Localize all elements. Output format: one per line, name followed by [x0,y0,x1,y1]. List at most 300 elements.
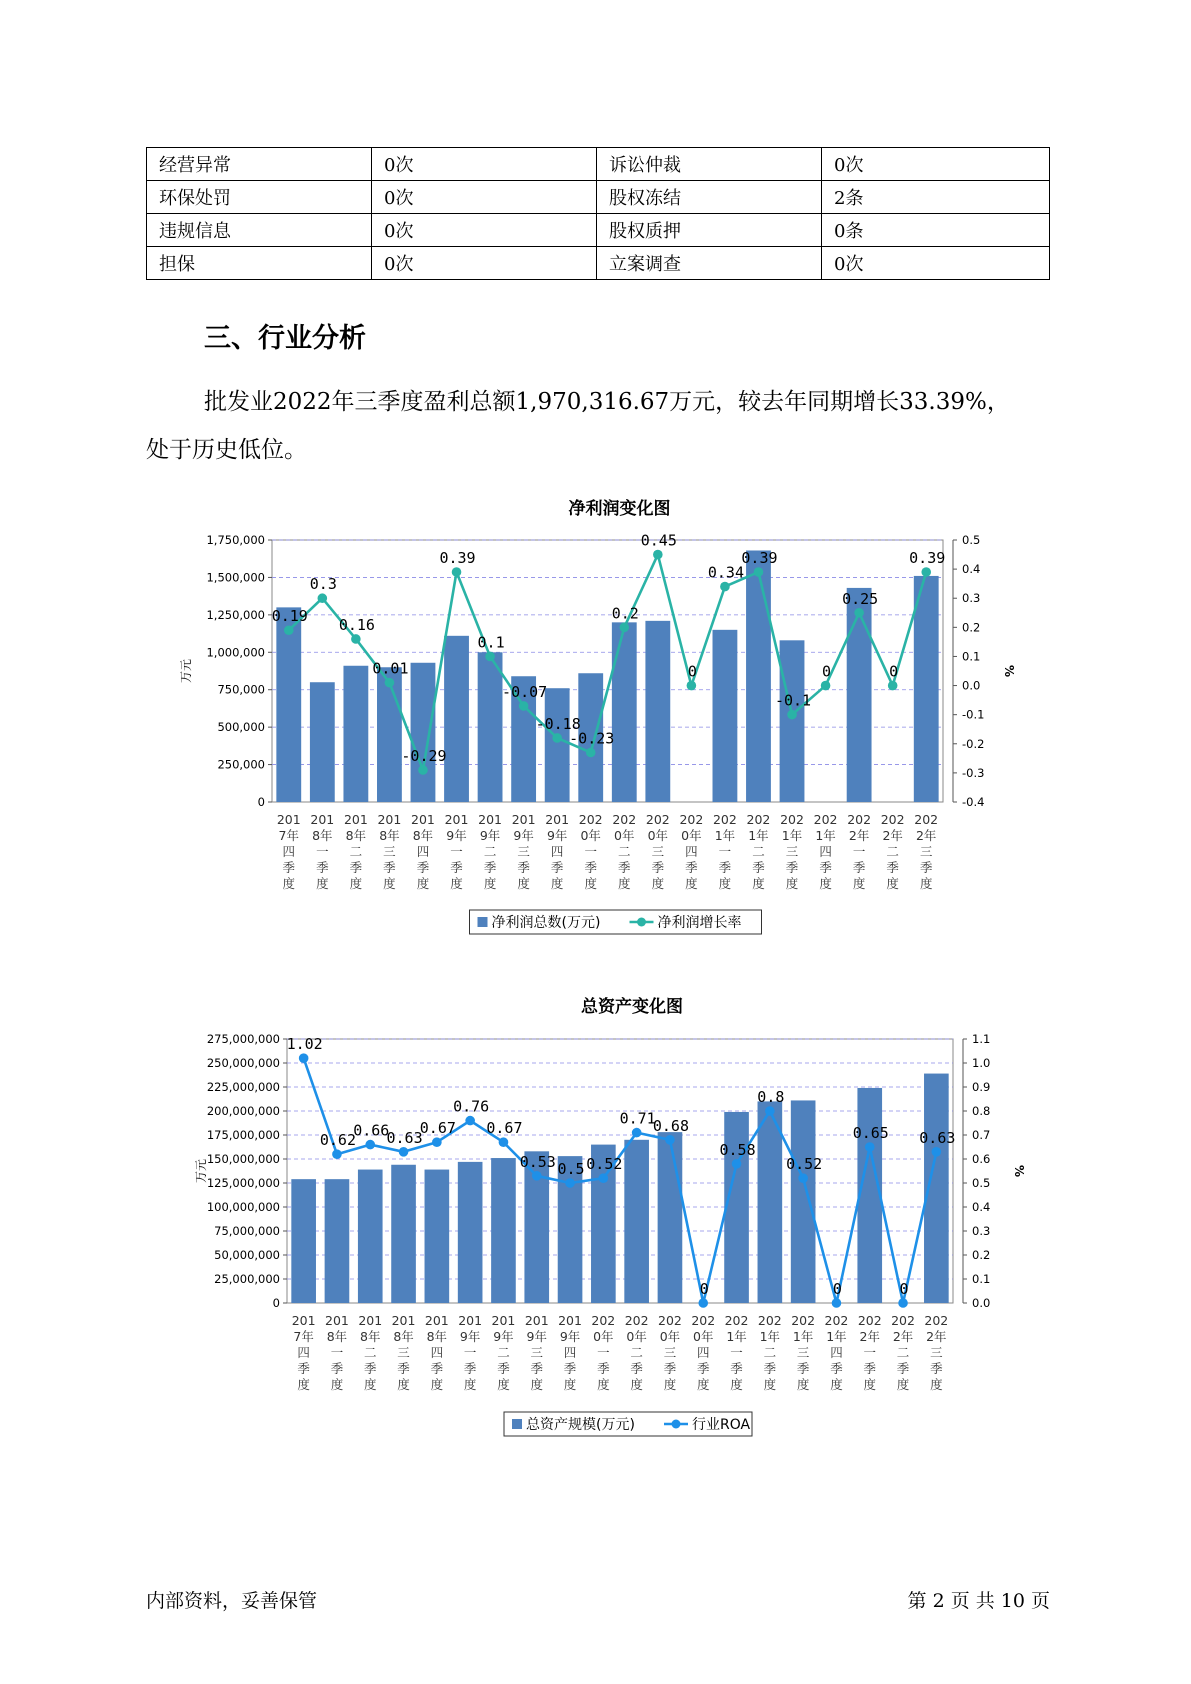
x-tick-label [277,812,301,891]
risk-table-row [147,247,1050,280]
x-tick-label [310,812,334,891]
bar [425,1170,450,1303]
x-tick-label-line: 二 [483,844,497,859]
line-point [932,1147,942,1157]
x-tick-label [780,812,804,891]
x-tick-label [458,1313,482,1392]
bar [791,1100,816,1303]
x-tick-label [525,1313,549,1392]
x-tick-label-line: 201 [276,812,301,827]
x-tick-label-line: 季 [584,860,597,875]
x-tick-label-line: 一 [316,844,329,859]
x-tick-label [445,812,469,891]
legend-bar-label: 总资产规模(万元) [526,1417,635,1433]
bar [857,1088,882,1303]
x-tick-label-line: 202 [578,812,603,827]
x-tick-label-line: 季 [416,860,430,875]
x-tick-label-line: 三 [919,844,933,859]
x-tick-label-line: 9年 [513,828,534,843]
x-tick-label-line: 季 [497,1361,510,1376]
x-tick-label-line: 201 [411,812,435,827]
line-point [720,582,730,592]
x-tick-label-line: 四 [563,1345,577,1360]
x-tick-label-line: 季 [752,860,765,875]
bar [444,636,469,802]
line-point [432,1137,442,1147]
y2-tick-label: 0.3 [972,1224,991,1238]
point-data-label: 0.39 [439,549,476,568]
point-data-label: 0.25 [842,589,879,608]
bar [612,622,637,802]
x-tick-label-line: 2年 [859,1329,880,1344]
x-tick-label-line: 202 [914,812,939,827]
x-tick-label-line: 季 [618,860,631,875]
x-tick-label-line: 1年 [726,1329,747,1344]
x-tick-label [891,1313,915,1392]
x-tick-label-line: 二 [763,1345,777,1360]
total-assets-chart [0,988,1191,1448]
point-data-label: 0.01 [372,659,409,678]
line-point [418,765,428,775]
bar [545,688,570,802]
x-tick-label-line: 季 [863,1361,877,1376]
line-point [754,567,764,577]
y-tick-label: 500,000 [217,720,265,735]
x-tick-label-line: 0年 [647,828,669,843]
bar [391,1165,416,1303]
bar [310,682,335,802]
x-tick-label-line: 度 [563,1377,577,1392]
risk-item-value: 0次 [372,148,597,181]
x-tick-label-line: 2年 [926,1329,947,1344]
x-tick-label-line: 202 [691,1313,716,1328]
line-point [854,608,864,618]
line-point [365,1140,375,1150]
x-tick-label [625,1313,649,1392]
x-tick-label-line: 202 [612,812,637,827]
x-tick-label-line: 7年 [278,828,300,843]
x-tick-label [325,1313,349,1392]
bar [847,588,872,802]
x-tick-label [881,812,905,891]
total-assets-chart-svg [0,988,1191,1448]
x-tick-label-line: 季 [796,1361,810,1376]
x-tick-label-line: 二 [349,844,363,859]
line-point [832,1298,842,1308]
point-data-label: 0.53 [519,1152,556,1171]
bar [291,1179,316,1303]
x-tick-label-line: 季 [763,1361,777,1376]
line-point [485,652,495,662]
x-tick-label-line: 季 [930,1361,943,1376]
x-tick-label [411,812,435,891]
x-tick-label-line: 8年 [426,1329,448,1344]
y2-tick-label: -0.4 [962,795,985,809]
legend-line-label: 净利润增长率 [657,915,742,931]
x-tick-label-line: 202 [780,812,804,827]
legend-bar-swatch [512,1419,522,1429]
x-tick-label-line: 0年 [593,1329,614,1344]
x-tick-label-line: 三 [383,844,396,859]
x-tick-label-line: 202 [891,1313,915,1328]
x-tick-label-line: 1年 [792,1329,814,1344]
risk-table-row [147,148,1050,181]
risk-table-row [147,214,1050,247]
x-tick-label-line: 9年 [546,828,568,843]
line-point [898,1298,908,1308]
y-tick-label: 75,000,000 [214,1224,280,1238]
x-tick-label [478,812,502,891]
x-tick-label-line: 四 [550,844,564,859]
x-tick-label-line: 四 [685,844,698,859]
x-tick-label-line: 二 [752,844,765,859]
point-data-label: 0.71 [619,1109,656,1128]
x-tick-label-line: 二 [886,844,899,859]
point-data-label: 0.2 [611,604,639,623]
x-tick-label [392,1313,416,1392]
x-tick-label-line: 一 [730,1345,743,1360]
x-tick-label-line: 度 [819,876,832,891]
x-tick-label-line: 0年 [693,1329,714,1344]
x-tick-label-line: 季 [450,860,463,875]
line-point [552,733,562,743]
x-tick-label-line: 度 [497,1377,510,1392]
x-tick-label-line: 2年 [915,828,937,843]
line-point [499,1137,509,1147]
x-tick-label [679,812,703,891]
line-point [687,681,697,691]
x-tick-label-line: 一 [863,1345,877,1360]
x-tick-label [758,1313,782,1392]
point-data-label: -0.1 [774,691,812,710]
x-tick-label-line: 202 [880,812,905,827]
y-tick-label: 50,000,000 [214,1248,280,1262]
bar [914,576,939,802]
risk-item-label: 违规信息 [147,214,372,247]
x-tick-label-line: 度 [863,1377,877,1392]
x-tick-label-line: 三 [785,844,799,859]
point-data-label: 1.02 [286,1035,323,1054]
y2-tick-label: 0.0 [962,678,981,693]
x-tick-label-line: 7年 [293,1329,314,1344]
line-point [698,1298,708,1308]
x-tick-label-line: 季 [330,1361,344,1376]
x-tick-label [847,812,871,891]
analysis-paragraph: 批发业2022年三季度盈利总额1,970,316.67万元，较去年同期增长33.39%，处于历史低位。 [146,389,1010,463]
x-tick-label-line: 8年 [345,828,367,843]
point-data-label: 0.63 [386,1128,423,1147]
line-point [586,748,596,758]
x-tick-label-line: 季 [896,1361,910,1376]
x-tick-label-line: 201 [391,1313,416,1328]
x-tick-label-line: 201 [491,1313,516,1328]
point-data-label: 0 [699,1280,709,1298]
point-data-label: -0.07 [502,682,548,701]
risk-item-value: 0次 [372,181,597,214]
x-tick-label-line: 度 [383,876,396,891]
bar [343,666,368,802]
legend-line-label: 行业ROA [692,1417,751,1433]
x-tick-label [558,1313,582,1392]
point-data-label: 0.65 [852,1124,889,1142]
x-tick-label-line: 季 [363,1361,377,1376]
x-tick-label-line: 202 [857,1313,882,1328]
y-axis-label: 万元 [194,1158,208,1184]
x-tick-label-line: 9年 [446,828,467,843]
x-tick-label [691,1313,715,1392]
point-data-label: 0.8 [757,1088,785,1106]
x-tick-label-line: 9年 [526,1329,547,1344]
risk-item-label: 经营异常 [147,148,372,181]
x-tick-label-line: 四 [282,844,296,859]
y2-tick-label: 0.9 [972,1080,991,1094]
x-tick-label-line: 四 [696,1345,710,1360]
legend-line-marker [637,918,646,927]
y2-tick-label: -0.1 [962,707,985,722]
x-tick-label-line: 季 [483,860,497,875]
x-tick-label-line: 度 [685,876,698,891]
x-tick-label-line: 202 [645,812,670,827]
x-tick-label-line: 四 [819,844,832,859]
point-data-label: 0.52 [786,1155,823,1174]
x-tick-label [492,1313,516,1392]
x-tick-label-line: 度 [349,876,363,891]
x-tick-label [591,1313,615,1392]
line-point [284,625,294,635]
x-tick-label-line: 202 [724,1313,749,1328]
line-point [519,701,529,711]
y-tick-label: 1,000,000 [206,645,265,660]
x-tick-label-line: 季 [651,860,665,875]
y2-axis-label: % [1012,1164,1026,1178]
bar [624,1140,649,1303]
line-point [452,567,462,577]
risk-item-value: 0条 [822,214,1050,247]
point-data-label: 0 [832,1280,842,1298]
legend-bar-swatch [478,917,488,927]
x-tick-label-line: 201 [511,812,536,827]
x-tick-label-line: 度 [282,876,296,891]
bar [558,1156,583,1303]
footer-confidential: 内部资料，妥善保管 [146,1590,318,1612]
x-tick-label-line: 202 [679,812,704,827]
x-tick-label-line: 1年 [781,828,803,843]
x-tick-label-line: 201 [358,1313,383,1328]
x-tick-label [425,1313,449,1392]
x-tick-label-line: 度 [886,876,899,891]
x-tick-label-line: 202 [824,1313,849,1328]
x-tick-label-line: 一 [718,844,732,859]
y-axis-label: 万元 [179,658,193,684]
x-tick-label-line: 201 [325,1313,349,1328]
line-point [619,623,629,633]
point-data-label: 0.45 [640,531,677,550]
y-tick-label: 1,500,000 [206,570,265,585]
line-point [599,1173,609,1183]
x-tick-label-line: 度 [330,1377,344,1392]
point-data-label: 0 [899,1280,909,1298]
y-tick-label: 275,000,000 [206,1032,280,1046]
bar [645,621,670,802]
point-data-label: -0.18 [535,714,581,733]
y-tick-label: 225,000,000 [206,1080,280,1094]
y2-tick-label: 0.4 [962,562,981,577]
x-tick-label-line: 季 [430,1361,444,1376]
x-tick-label-line: 季 [663,1361,677,1376]
y2-tick-label: 0.1 [962,649,981,664]
bar [746,550,771,802]
y-tick-label: 200,000,000 [206,1104,280,1118]
x-tick-label-line: 度 [363,1377,377,1392]
point-data-label: 0.3 [309,575,337,594]
line-point [653,550,663,560]
x-tick-label-line: 季 [819,860,832,875]
risk-item-value: 0次 [372,247,597,280]
x-tick-label-line: 201 [343,812,368,827]
x-tick-label-line: 季 [316,860,329,875]
x-tick-label [344,812,368,891]
x-tick-label-line: 8年 [326,1329,348,1344]
x-tick-label-line: 8年 [312,828,333,843]
x-tick-label-line: 度 [463,1377,477,1392]
x-tick-label-line: 三 [796,1345,810,1360]
x-tick-label [747,812,771,891]
x-tick-label-line: 1年 [759,1329,781,1344]
y-tick-label: 0 [272,1296,280,1310]
x-tick-label-line: 8年 [360,1329,381,1344]
x-tick-label-line: 202 [712,812,737,827]
risk-table-row [147,181,1050,214]
bar [780,640,805,802]
point-data-label: 0.1 [477,633,505,652]
x-tick-label-line: 202 [813,812,838,827]
risk-item-label: 立案调查 [597,247,822,280]
x-tick-label-line: 季 [785,860,799,875]
x-tick-label-line: 度 [530,1377,544,1392]
x-tick-label-line: 度 [597,1377,610,1392]
x-tick-label-line: 度 [752,876,765,891]
x-tick-label-line: 四 [830,1345,843,1360]
x-tick-label-line: 1年 [826,1329,847,1344]
x-tick-label-line: 度 [852,876,866,891]
risk-item-value: 0次 [822,247,1050,280]
x-tick-label-line: 1年 [748,828,769,843]
x-tick-label-line: 201 [444,812,469,827]
x-tick-label [924,1313,948,1392]
x-tick-label-line: 三 [517,844,530,859]
x-tick-label [512,812,536,891]
x-tick-label-line: 季 [397,1361,410,1376]
x-tick-label [858,1313,882,1392]
x-tick-label-line: 201 [558,1313,582,1328]
bar [478,652,503,802]
x-tick-label-line: 度 [416,876,430,891]
y-tick-label: 1,250,000 [206,607,265,622]
x-tick-label-line: 201 [310,812,335,827]
x-tick-label-line: 202 [591,1313,616,1328]
x-tick-label-line: 201 [478,812,503,827]
x-tick-label-line: 季 [297,1361,310,1376]
x-tick-label-line: 度 [730,1377,743,1392]
y2-tick-label: -0.3 [962,765,985,780]
x-tick-label-line: 季 [550,860,564,875]
x-tick-label-line: 202 [746,812,771,827]
x-tick-label-line: 季 [886,860,899,875]
risk-item-label: 股权质押 [597,214,822,247]
x-tick-label [377,812,401,891]
point-data-label: 0.62 [319,1131,357,1150]
net-profit-chart-svg [0,488,1191,948]
x-tick-label-line: 201 [377,812,402,827]
x-tick-label [814,812,838,891]
y-tick-label: 25,000,000 [214,1272,280,1286]
point-data-label: 0.39 [909,549,946,568]
risk-item-value: 0次 [822,148,1050,181]
x-tick-label-line: 季 [685,860,698,875]
x-tick-label-line: 度 [397,1377,410,1392]
x-tick-label-line: 季 [718,860,732,875]
line-point [318,593,328,603]
x-tick-label-line: 季 [349,860,363,875]
point-data-label: 0.52 [586,1155,623,1174]
x-tick-label-line: 2年 [848,828,870,843]
y2-tick-label: 0.3 [962,591,981,606]
x-tick-label-line: 度 [830,1377,843,1392]
x-tick-label-line: 度 [430,1377,444,1392]
x-tick-label-line: 8年 [379,828,400,843]
y2-tick-label: 0.2 [972,1248,991,1262]
x-tick-label-line: 8年 [393,1329,414,1344]
x-tick-label [646,812,670,891]
x-tick-label-line: 度 [718,876,732,891]
x-tick-label-line: 度 [651,876,665,891]
x-tick-label-line: 202 [757,1313,782,1328]
x-tick-label-line: 202 [791,1313,816,1328]
x-tick-label [358,1313,382,1392]
x-tick-label-line: 季 [830,1361,843,1376]
line-point [798,1173,808,1183]
risk-item-value: 2条 [822,181,1050,214]
x-tick-label-line: 三 [663,1345,677,1360]
x-tick-label-line: 四 [416,844,430,859]
x-tick-label-line: 度 [584,876,597,891]
bar [411,663,436,802]
risk-item-label: 股权冻结 [597,181,822,214]
bar [358,1170,383,1303]
x-tick-label-line: 度 [450,876,463,891]
x-tick-label-line: 度 [896,1377,910,1392]
line-point [888,681,898,691]
point-data-label: 0 [822,662,832,681]
x-tick-label-line: 四 [297,1345,310,1360]
x-tick-label-line: 201 [291,1313,316,1328]
point-data-label: 0.67 [486,1119,523,1138]
x-tick-label [914,812,938,891]
x-tick-label-line: 三 [651,844,665,859]
x-tick-label [713,812,737,891]
x-tick-label-line: 度 [930,1377,943,1392]
chart-title: 净利润变化图 [568,499,671,519]
x-tick-label-line: 季 [919,860,933,875]
point-data-label: 0.66 [353,1121,390,1140]
line-point [732,1159,742,1169]
x-tick-label-line: 一 [463,1345,477,1360]
x-tick-label-line: 二 [618,844,631,859]
x-tick-label-line: 四 [430,1345,444,1360]
line-point [299,1053,309,1063]
y-tick-label: 250,000 [217,757,265,772]
line-point [787,710,797,720]
